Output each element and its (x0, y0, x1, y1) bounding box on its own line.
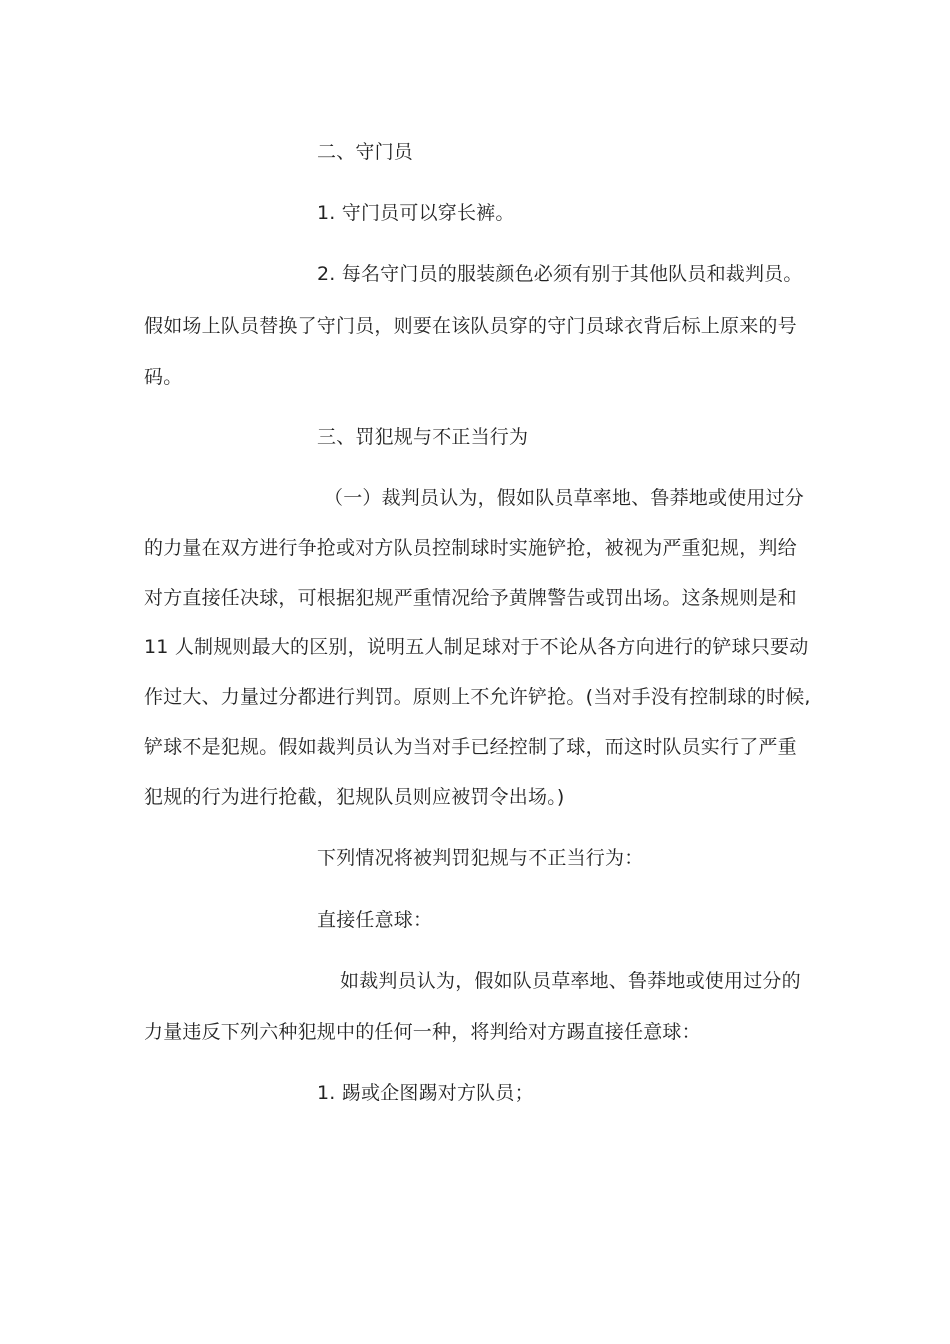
fouls-paragraph-line-3: 对方直接任决球，可根据犯规严重情况给予黄牌警告或罚出场。这条规则是和 (144, 587, 797, 609)
goalkeeper-rule-2-line-3: 码。 (144, 366, 183, 388)
direct-kick-paragraph-line-2: 力量违反下列六种犯规中的任何一种，将判给对方踢直接任意球： (144, 1021, 701, 1043)
fouls-paragraph-line-7: 犯规的行为进行抢截，犯规队员则应被罚令出场。) (144, 786, 565, 808)
goalkeeper-rule-2-line-2: 假如场上队员替换了守门员，则要在该队员穿的守门员球衣背后标上原来的号 (144, 315, 797, 337)
direct-kick-paragraph-line-1: 如裁判员认为，假如队员草率地、鲁莽地或使用过分的 (340, 970, 801, 992)
heading-fouls: 三、罚犯规与不正当行为 (317, 426, 529, 448)
heading-goalkeeper: 二、守门员 (317, 141, 414, 163)
goalkeeper-rule-1: 1. 守门员可以穿长裤。 (317, 202, 515, 224)
fouls-paragraph-line-5: 作过大、力量过分都进行判罚。原则上不允许铲抢。(当对手没有控制球的时候, (144, 686, 811, 708)
foul-item-1: 1. 踢或企图踢对方队员； (317, 1082, 534, 1104)
fouls-paragraph-line-2: 的力量在双方进行争抢或对方队员控制球时实施铲抢，被视为严重犯规，判给 (144, 537, 797, 559)
foul-list-intro: 下列情况将被判罚犯规与不正当行为： (317, 847, 644, 869)
fouls-paragraph-line-6: 铲球不是犯规。假如裁判员认为当对手已经控制了球，而这时队员实行了严重 (144, 736, 797, 758)
goalkeeper-rule-2-line-1: 2. 每名守门员的服装颜色必须有别于其他队员和裁判员。 (317, 263, 803, 285)
fouls-paragraph-line-4: 11 人制规则最大的区别，说明五人制足球对于不论从各方向进行的铲球只要动 (144, 636, 809, 658)
fouls-paragraph-line-1: （一）裁判员认为，假如队员草率地、鲁莽地或使用过分 (324, 487, 805, 509)
direct-free-kick-heading: 直接任意球： (317, 909, 433, 931)
